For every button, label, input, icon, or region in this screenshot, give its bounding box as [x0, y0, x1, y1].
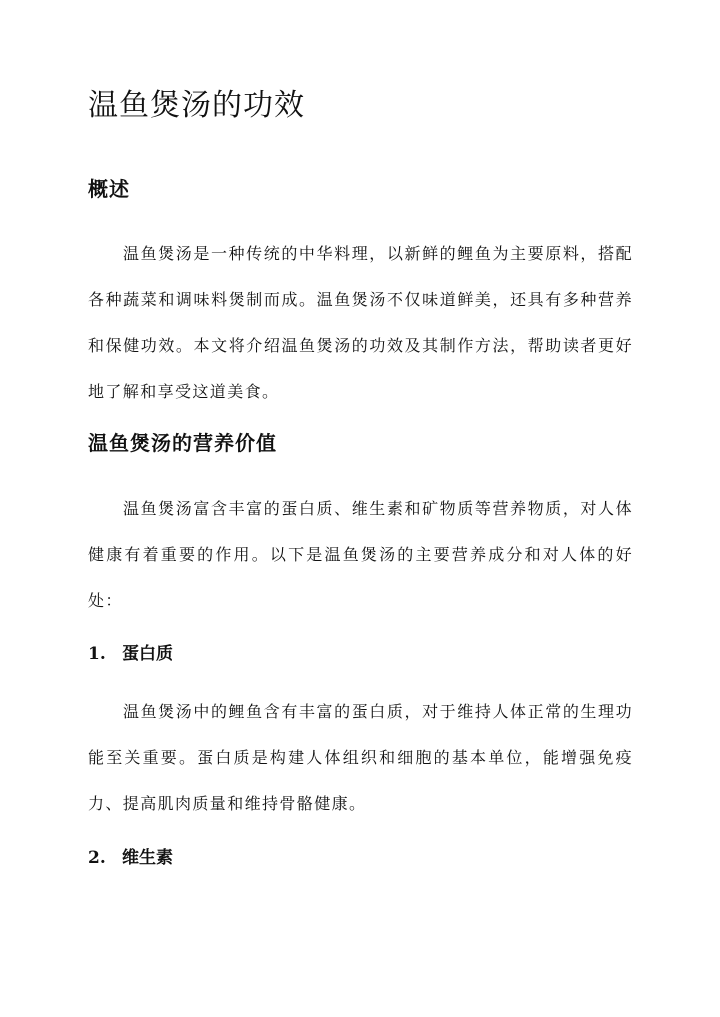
subsection-heading-vitamins: [88, 845, 173, 871]
subsection-number: 2.: [88, 848, 106, 868]
subsection-title: 维生素: [122, 848, 173, 868]
subsection-heading-protein: [88, 641, 173, 667]
subsection-title: 蛋白质: [122, 644, 173, 664]
section-heading-overview: 概述: [88, 177, 130, 201]
document-title: 温鱼煲汤的功效: [88, 88, 305, 123]
subsection-number: 1.: [88, 644, 106, 664]
protein-paragraph: 温鱼煲汤中的鲤鱼含有丰富的蛋白质，对于维持人体正常的生理功能至关重要。蛋白质是构建人体组织和细胞的基本单位，能增强免疫力、提高肌肉质量和维持骨骼健康。: [88, 702, 633, 813]
nutrition-paragraph: 温鱼煲汤富含丰富的蛋白质、维生素和矿物质等营养物质，对人体健康有着重要的作用。以下是温鱼煲汤的主要营养成分和对人体的好处：: [88, 499, 633, 610]
overview-paragraph: 温鱼煲汤是一种传统的中华料理，以新鲜的鲤鱼为主要原料，搭配各种蔬菜和调味料煲制而成。温鱼煲汤不仅味道鲜美，还具有多种营养和保健功效。本文将介绍温鱼煲汤的功效及其制作方法，帮助读者更好地了解和享受这道美食。: [88, 244, 633, 401]
section-heading-nutrition: 温鱼煲汤的营养价值: [88, 431, 277, 455]
